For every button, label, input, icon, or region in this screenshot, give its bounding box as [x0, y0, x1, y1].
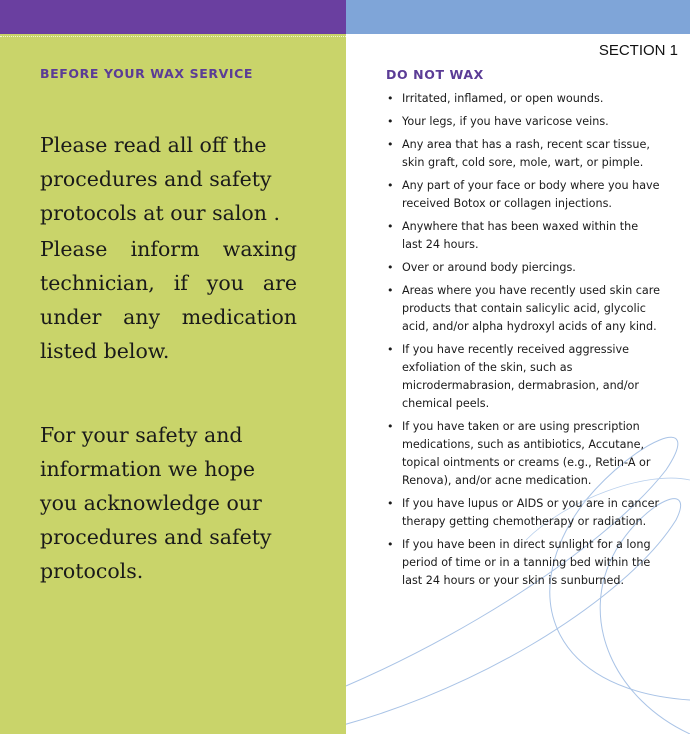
list-item: • Your legs, if you have varicose veins. [386, 113, 660, 131]
right-header-bar [346, 0, 690, 34]
left-heading: BEFORE YOUR WAX SERVICE [40, 66, 254, 81]
list-item: • If you have lupus or AIDS or you are in cancer therapy getting chemotherapy or radiation. [387, 497, 660, 528]
bullet-icon: • [387, 497, 394, 510]
list-item: • Over or around body piercings. [386, 259, 660, 277]
list-item: • If you have taken or are using prescription medications, such as antibiotics, Accutane, topical ointments or creams (e.g., Retin-A or Renova), and/or acne medication. [387, 420, 651, 487]
list-item: • If you have recently received aggressive exfoliation of the skin, such as microdermabrasion, dermabrasion, and/or chemical peels. [387, 343, 639, 410]
bullet-icon: • [387, 420, 394, 433]
do-not-wax-list [386, 90, 660, 595]
bullet-icon: • [387, 261, 394, 274]
bullet-icon: • [387, 115, 394, 128]
bullet-icon: • [387, 284, 394, 297]
bullet-icon: • [387, 538, 394, 551]
intro-paragraph: Please read all off the procedures and safety protocols at our salon . [40, 133, 280, 225]
left-header-bar [0, 0, 346, 34]
safety-paragraph: For your safety and information we hope you acknowledge our procedures and safety protocols. [40, 423, 272, 583]
bullet-icon: • [387, 138, 394, 151]
bullet-icon: • [387, 92, 394, 105]
list-item: • Anywhere that has been waxed within the last 24 hours. [387, 220, 639, 251]
dotted-divider [0, 36, 346, 37]
bullet-icon: • [387, 343, 394, 356]
list-item: • Any area that has a rash, recent scar tissue, skin graft, cold sore, mole, wart, or pimple. [387, 138, 650, 169]
section-label: SECTION 1 [598, 42, 678, 59]
left-body [40, 128, 297, 588]
list-item: • Any part of your face or body where you have received Botox or collagen injections. [387, 179, 660, 210]
list-item: • Irritated, inflamed, or open wounds. [386, 90, 660, 108]
medication-paragraph: Please inform waxing technician, if you are under any medication listed below. [40, 237, 297, 363]
bullet-icon: • [387, 220, 394, 233]
bullet-icon: • [387, 179, 394, 192]
list-item: • Areas where you have recently used skin care products that contain salicylic acid, glycolic acid, and/or alpha hydroxyl acids of any kind. [387, 284, 660, 333]
list-item: • If you have been in direct sunlight for a long period of time or in a tanning bed within the last 24 hours or your skin is sunburned. [387, 538, 651, 587]
do-not-wax-heading: DO NOT WAX [386, 67, 484, 82]
